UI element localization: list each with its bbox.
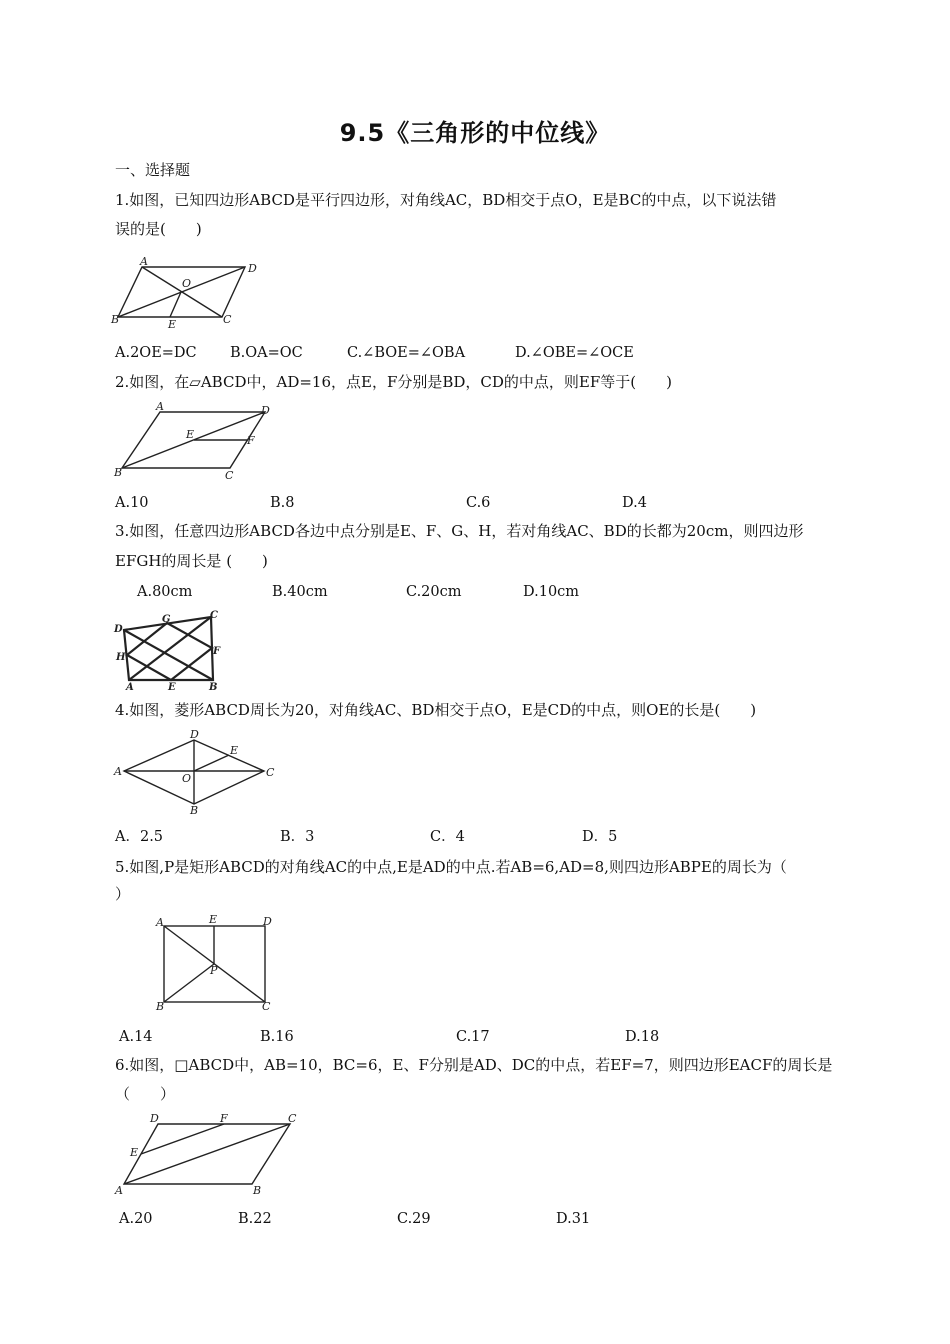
q3-label: B — [209, 682, 218, 693]
q1-label: B — [111, 313, 120, 326]
q5-stem: 5.如图,P是矩形ABCD的对角线AC的中点,E是AD的中点.若AB=6,AD=8,则四边形ABPE的周长为（ — [115, 858, 787, 876]
q6-label: B — [253, 1184, 262, 1197]
q3-label: G — [162, 614, 171, 625]
q4-label: A — [114, 765, 122, 778]
q3-label: A — [126, 682, 134, 693]
q6-option-c: C.29 — [397, 1211, 431, 1227]
q1-label: C — [223, 313, 232, 326]
q1-option-b: B.OA=OC — [230, 345, 303, 361]
q3-label: C — [210, 610, 218, 621]
q5-option-c: C.17 — [456, 1029, 490, 1045]
q3-stem: 3.如图，任意四边形ABCD各边中点分别是E、F、G、H，若对角线AC、BD的长都为20cm，则四边形 — [115, 522, 804, 540]
q1-label: D — [248, 262, 257, 275]
q3-label: H — [116, 652, 126, 663]
q4-label: O — [182, 772, 192, 785]
q5-label: B — [156, 1000, 165, 1013]
q4-segment-oe — [194, 755, 229, 771]
q4-stem: 4.如图，菱形ABCD周长为20，对角线AC、BD相交于点O，E是CD的中点，则OE的长是( ) — [115, 701, 757, 719]
q5-label: P — [210, 964, 218, 977]
q2-label: C — [225, 469, 234, 482]
q5-segment-bp — [164, 964, 214, 1002]
q5-label: E — [209, 913, 218, 926]
q1-option-a: A.2OE=DC — [115, 345, 197, 361]
q4-option-a: A．2.5 — [115, 829, 164, 845]
q6-option-b: B.22 — [238, 1211, 272, 1227]
page-title: 9.5《三角形的中位线》 — [339, 119, 611, 147]
q4-option-d: D．5 — [582, 829, 618, 845]
q4-option-b: B．3 — [280, 829, 315, 845]
q1-figure — [110, 255, 270, 335]
q6-stem: 6.如图，□ABCD中，AB=10，BC=6，E、F分别是AD、DC的中点，若EF=7，则四边形EACF的周长是 — [115, 1056, 833, 1074]
q5-label: A — [156, 916, 164, 929]
q3-label: E — [168, 682, 176, 693]
q6-option-a: A.20 — [119, 1211, 153, 1227]
q4-label: E — [230, 744, 239, 757]
q1-label: A — [140, 255, 148, 268]
q6-label: A — [115, 1184, 123, 1197]
q2-label: F — [247, 434, 255, 447]
q6-label: E — [130, 1146, 139, 1159]
q3-stem-cont: EFGH的周长是 ( ) — [115, 552, 268, 570]
q3-option-c: C.20cm — [406, 584, 462, 600]
q1-label: O — [182, 277, 192, 290]
q1-option-c: C.∠BOE=∠OBA — [347, 345, 466, 361]
q6-stem-cont: （ ） — [115, 1085, 176, 1103]
q2-option-c: C.6 — [466, 495, 491, 511]
q5-label: C — [262, 1000, 271, 1013]
q1-stem-cont: 误的是( ) — [115, 220, 202, 238]
q5-stem-cont: ） — [115, 885, 131, 903]
q6-option-d: D.31 — [556, 1211, 591, 1227]
q4-label: C — [266, 766, 275, 779]
q3-label: D — [114, 624, 123, 635]
q2-option-a: A.10 — [115, 495, 149, 511]
q2-label: D — [261, 404, 270, 417]
q2-option-d: D.4 — [622, 495, 647, 511]
q6-diagonal-ac — [124, 1124, 290, 1184]
q3-option-d: D.10cm — [523, 584, 580, 600]
q6-label: D — [150, 1112, 159, 1125]
q5-option-d: D.18 — [625, 1029, 660, 1045]
q5-label: D — [263, 915, 272, 928]
q5-option-a: A.14 — [119, 1029, 153, 1045]
q5-option-b: B.16 — [260, 1029, 294, 1045]
q2-label: E — [186, 428, 195, 441]
q2-label: B — [114, 466, 123, 479]
q2-option-b: B.8 — [270, 495, 295, 511]
q1-label: E — [168, 318, 177, 331]
q3-figure — [110, 608, 230, 693]
q4-label: D — [190, 728, 199, 741]
q3-label: F — [213, 646, 221, 657]
q4-label: B — [190, 804, 199, 817]
q2-label: A — [156, 400, 164, 413]
q6-label: C — [288, 1112, 297, 1125]
q4-option-c: C．4 — [430, 829, 465, 845]
q3-option-b: B.40cm — [272, 584, 328, 600]
q2-stem: 2.如图，在▱ABCD中，AD=16，点E，F分别是BD，CD的中点，则EF等于( ) — [115, 373, 672, 391]
q1-option-d: D.∠OBE=∠OCE — [515, 345, 634, 361]
q4-figure — [110, 728, 280, 818]
section-heading: 一、选择题 — [115, 161, 191, 179]
q6-label: F — [220, 1112, 228, 1125]
q6-segment-ef — [141, 1124, 224, 1154]
q5-figure — [150, 912, 280, 1012]
q1-stem: 1.如图，已知四边形ABCD是平行四边形，对角线AC，BD相交于点O，E是BC的中点，以下说法错 — [115, 191, 777, 209]
q3-option-a: A.80cm — [137, 584, 193, 600]
q6-figure — [110, 1110, 305, 1202]
q2-figure — [110, 400, 280, 485]
